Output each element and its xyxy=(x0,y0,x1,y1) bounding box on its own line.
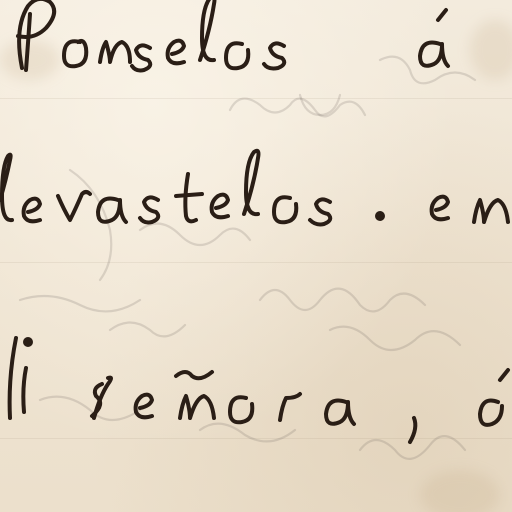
handwritten-line-3 xyxy=(0,318,512,468)
handwritten-line-1 xyxy=(0,0,512,140)
handwritten-line-2 xyxy=(0,140,512,290)
